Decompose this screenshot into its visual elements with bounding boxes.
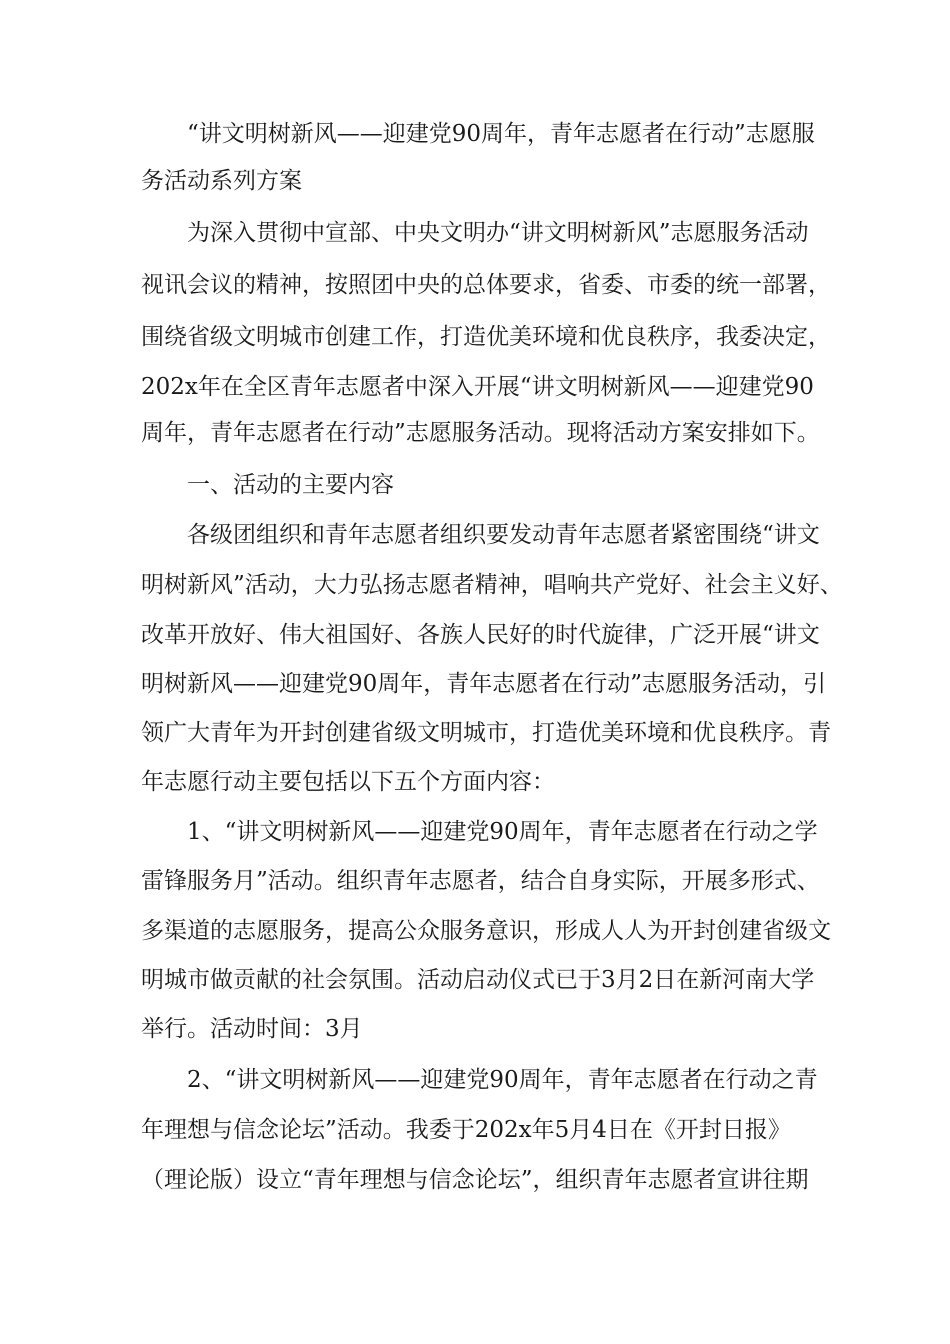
intro-paragraph-line-4: 202x年在全区青年志愿者中深入开展“讲文明树新风——迎建党90 (141, 374, 814, 400)
item1-line-5: 举行。活动时间：3月 (141, 1016, 363, 1042)
item1-line-3: 多渠道的志愿服务，提高公众服务意识，形成人人为开封创建省级文 (141, 918, 831, 944)
doc-title-line-2: 务活动系列方案 (141, 168, 302, 194)
doc-title-line-1: “讲文明树新风——迎建党90周年，青年志愿者在行动”志愿服 (187, 121, 815, 147)
item1-line-1: 1、“讲文明树新风——迎建党90周年，青年志愿者在行动之学 (187, 819, 818, 845)
section1-line-1: 各级团组织和青年志愿者组织要发动青年志愿者紧密围绕“讲文 (187, 522, 820, 548)
intro-paragraph-line-1: 为深入贯彻中宣部、中央文明办“讲文明树新风”志愿服务活动 (187, 220, 809, 246)
section1-line-6: 年志愿行动主要包括以下五个方面内容： (141, 769, 555, 795)
intro-paragraph-line-3: 围绕省级文明城市创建工作，打造优美环境和优良秩序，我委决定， (141, 324, 831, 350)
section1-line-4: 明树新风——迎建党90周年，青年志愿者在行动”志愿服务活动，引 (141, 671, 827, 697)
item2-line-2: 年理想与信念论坛”活动。我委于202x年5月4日在《开封日报》 (141, 1117, 791, 1143)
item2-line-1: 2、“讲文明树新风——迎建党90周年，青年志愿者在行动之青 (187, 1067, 818, 1093)
section1-line-5: 领广大青年为开封创建省级文明城市，打造优美环境和优良秩序。青 (141, 720, 831, 746)
section1-line-2: 明树新风”活动，大力弘扬志愿者精神，唱响共产党好、社会主义好、 (141, 572, 843, 598)
item2-line-3: （理论版）设立“青年理想与信念论坛”，组织青年志愿者宣讲往期 (141, 1167, 809, 1193)
item1-line-4: 明城市做贡献的社会氛围。活动启动仪式已于3月2日在新河南大学 (141, 967, 815, 993)
section1-line-3: 改革开放好、伟大祖国好、各族人民好的时代旋律，广泛开展“讲文 (141, 622, 820, 648)
section-heading: 一、活动的主要内容 (187, 472, 394, 498)
intro-paragraph-line-5: 周年，青年志愿者在行动”志愿服务活动。现将活动方案安排如下。 (141, 420, 820, 446)
intro-paragraph-line-2: 视讯会议的精神，按照团中央的总体要求，省委、市委的统一部署， (141, 272, 831, 298)
item1-line-2: 雷锋服务月”活动。组织青年志愿者，结合自身实际，开展多形式、 (141, 868, 820, 894)
